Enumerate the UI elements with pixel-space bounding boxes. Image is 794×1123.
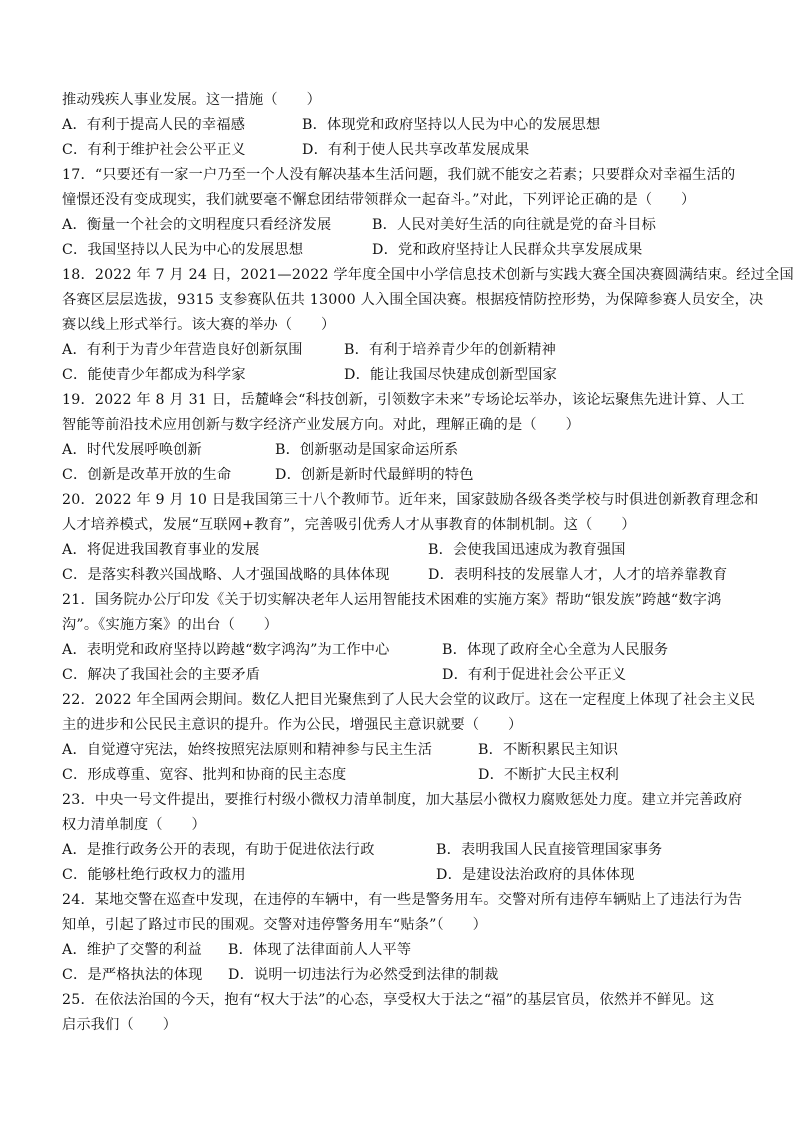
question-23-stem-line-2: 权力清单制度（ ） — [62, 817, 206, 833]
question-23-stem-line-1: 23．中央一号文件提出，要推行村级小微权力清单制度，加大基层小微权力腐败惩处力度。建立并完善政府 — [62, 792, 743, 808]
option-d: D．能让我国尽快建成创新型国家 — [344, 367, 558, 383]
question-18-stem-line-1: 18．2022 年 7 月 24 日，2021—2022 学年度全国中小学信息技术创新与实践大赛全国决赛圆满结束。经过全国 — [62, 267, 794, 283]
question-19-stem-line-2: 智能等前沿技术应用创新与数字经济产业发展方向。对此，理解正确的是（ ） — [62, 417, 580, 433]
option-a: A．时代发展呼唤创新 — [62, 442, 202, 458]
question-17-stem-line-2: 憧憬还没有变成现实，我们就要毫不懈怠团结带领群众一起奋斗。”对此，下列评论正确的是（ ） — [62, 192, 696, 208]
option-a: A．将促进我国教育事业的发展 — [62, 542, 260, 558]
question-19-stem-line-1: 19．2022 年 8 月 31 日，岳麓峰会“科技创新，引领数字未来”专场论坛举办，该论坛聚焦先进计算、人工 — [62, 392, 745, 408]
option-d: D．党和政府坚持让人民群众共享发展成果 — [372, 242, 643, 258]
question-25-stem-line-1: 25．在依法治国的今天，抱有“权大于法”的心态，享受权大于法之“福”的基层官员，依然并不鲜见。这 — [62, 992, 715, 1008]
option-c: C．是严格执法的体现 — [62, 967, 203, 983]
option-a: A．有利于提高人民的幸福感 — [62, 117, 246, 133]
option-a: A．是推行政务公开的表现，有助于促进依法行政 — [62, 842, 375, 858]
question-18-stem-line-2: 各赛区层层选拔，9315 支参赛队伍共 13000 人入围全国决赛。根据疫情防控形势，为保障参赛人员安全，决 — [62, 292, 764, 308]
option-d: D．不断扩大民主权利 — [478, 767, 620, 783]
option-b: B．体现了法律面前人人平等 — [228, 942, 412, 958]
option-d: D．有利于促进社会公平正义 — [442, 667, 627, 683]
option-a: A．衡量一个社会的文明程度只看经济发展 — [62, 217, 332, 233]
option-b: B．有利于培养青少年的创新精神 — [344, 342, 557, 358]
option-b: B．创新驱动是国家命运所系 — [275, 442, 459, 458]
option-b: B．人民对美好生活的向往就是党的奋斗目标 — [372, 217, 656, 233]
option-c: C．形成尊重、宽容、批判和协商的民主态度 — [62, 767, 347, 783]
option-c: C．解决了我国社会的主要矛盾 — [62, 667, 261, 683]
option-c: C．是落实科教兴国战略、人才强国战略的具体体现 — [62, 567, 390, 583]
option-c: C．有利于维护社会公平正义 — [62, 142, 246, 158]
question-20-stem-line-2: 人才培养模式，发展“互联网+教育”，完善吸引优秀人才从事教育的体制机制。这（ ） — [62, 517, 636, 533]
question-22-stem-line-1: 22．2022 年全国两会期间。数亿人把目光聚焦到了人民大会堂的议政厅。这在一定程度上体现了社会主义民 — [62, 692, 756, 708]
option-c: C．创新是改革开放的生命 — [62, 467, 232, 483]
option-a: A．有利于为青少年营造良好创新氛围 — [62, 342, 303, 358]
option-a: A．维护了交警的利益 — [62, 942, 202, 958]
option-a: A．自觉遵守宪法，始终按照宪法原则和精神参与民主生活 — [62, 742, 433, 758]
option-d: D．创新是新时代最鲜明的特色 — [275, 467, 474, 483]
option-b: B．体现党和政府坚持以人民为中心的发展思想 — [302, 117, 601, 133]
question-24-stem-line-2: 知单，引起了路过市民的围观。交警对违停警务用车“贴条”（ ） — [62, 917, 488, 933]
question-18-stem-line-3: 赛以线上形式举行。该大赛的举办（ ） — [62, 317, 336, 333]
option-d: D．说明一切违法行为必然受到法律的制裁 — [228, 967, 499, 983]
option-b: B．会使我国迅速成为教育强国 — [428, 542, 626, 558]
option-b: B．体现了政府全心全意为人民服务 — [442, 642, 669, 658]
option-b: B．表明我国人民直接管理国家事务 — [436, 842, 663, 858]
option-c: C．能使青少年都成为科学家 — [62, 367, 246, 383]
question-16-stem: 推动残疾人事业发展。这一措施（ ） — [62, 92, 321, 108]
option-d: D．有利于使人民共享改革发展成果 — [302, 142, 530, 158]
question-21-stem-line-1: 21．国务院办公厅印发《关于切实解决老年人运用智能技术困难的实施方案》帮助“银发族”跨越“数字鸿 — [62, 592, 722, 608]
question-22-stem-line-2: 主的进步和公民民主意识的提升。作为公民，增强民主意识就要（ ） — [62, 717, 523, 733]
option-d: D．表明科技的发展靠人才，人才的培养靠教育 — [428, 567, 728, 583]
option-a: A．表明党和政府坚持以跨越“数字鸿沟”为工作中心 — [62, 642, 390, 658]
option-b: B．不断积累民主知识 — [478, 742, 619, 758]
question-25-stem-line-2: 启示我们（ ） — [62, 1017, 178, 1033]
option-c: C．能够杜绝行政权力的滥用 — [62, 867, 246, 883]
question-24-stem-line-1: 24．某地交警在巡查中发现，在违停的车辆中，有一些是警务用车。交警对所有违停车辆贴上了违法行为告 — [62, 892, 743, 908]
option-c: C．我国坚持以人民为中心的发展思想 — [62, 242, 304, 258]
question-20-stem-line-1: 20．2022 年 9 月 10 日是我国第三十八个教师节。近年来，国家鼓励各级各类学校与时俱进创新教育理念和 — [62, 492, 759, 508]
option-d: D．是建设法治政府的具体体现 — [436, 867, 635, 883]
question-21-stem-line-2: 沟”。《实施方案》的出台（ ） — [62, 617, 279, 633]
question-17-stem-line-1: 17．“只要还有一家一户乃至一个人没有解决基本生活问题，我们就不能安之若素；只要群众对幸福生活的 — [62, 167, 736, 183]
